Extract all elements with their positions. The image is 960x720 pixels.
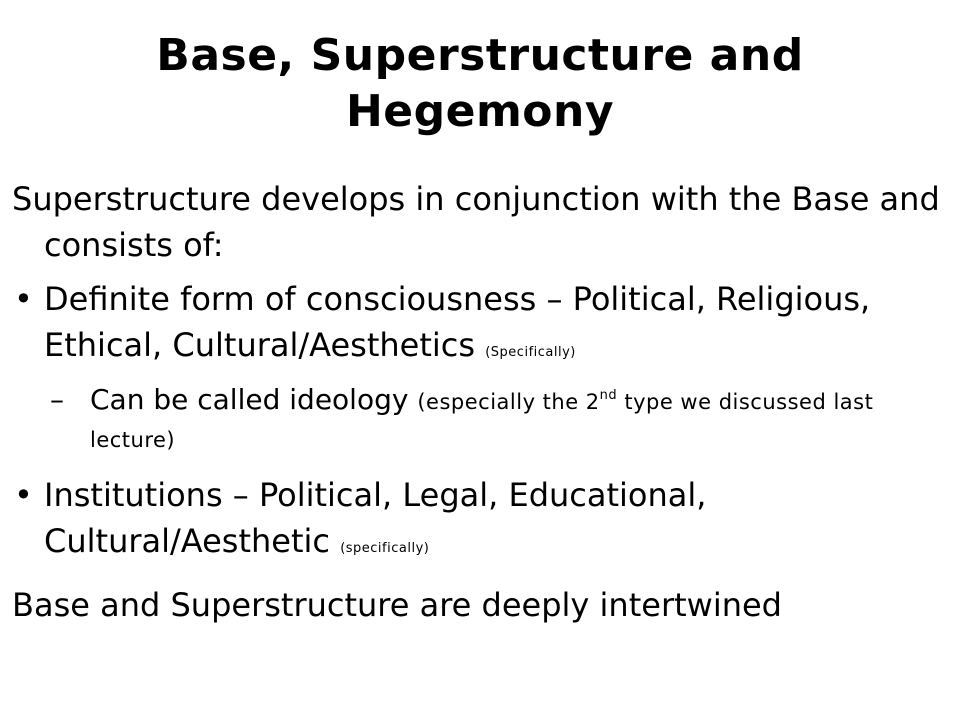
bullet-icon: •: [14, 280, 33, 318]
bullet-text: Institutions – Political, Legal, Educational, Cultural/Aesthetic: [44, 476, 707, 560]
sub-item-note-superscript: nd: [599, 388, 618, 403]
sub-item-ideology: [12, 382, 942, 458]
sub-item-note-end: type we discussed last lecture): [90, 390, 874, 452]
bullet-item-institutions: [12, 472, 942, 572]
sub-item-text: Can be called ideology: [90, 383, 409, 416]
slide-body: [12, 176, 942, 628]
bullet-text: Definite form of consciousness – Political, Religious, Ethical, Cultural/Aesthetics: [44, 280, 871, 364]
bullet-item-consciousness: [12, 276, 942, 376]
bullet-icon: •: [14, 476, 33, 514]
bullet-note: (specifically): [340, 541, 430, 556]
slide-title: Base, Superstructure and Hegemony: [156, 30, 804, 137]
dash-icon: –: [50, 383, 64, 416]
sub-item-note-start: (especially the 2: [417, 390, 600, 414]
closing-paragraph: Base and Superstructure are deeply intertwined: [12, 586, 782, 624]
intro-paragraph: Superstructure develops in conjunction with the Base and consists of:: [12, 180, 940, 264]
bullet-note: (Specifically): [485, 345, 576, 360]
